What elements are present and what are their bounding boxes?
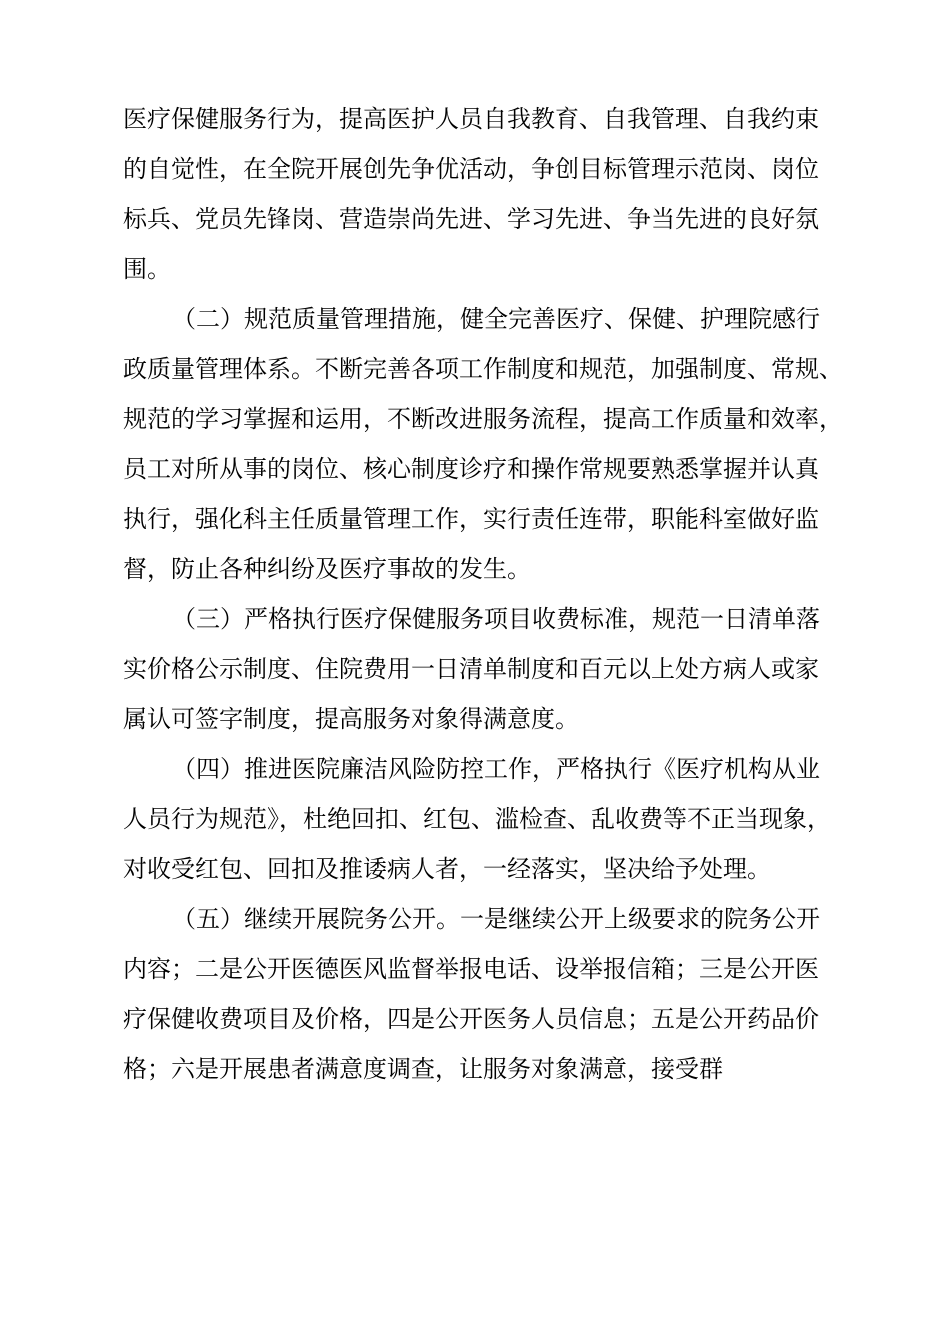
text-line: 属认可签字制度，提高服务对象得满意度。 — [123, 705, 579, 733]
text-line: 标兵、党员先锋岗、营造崇尚先进、学习先进、争当先进的良好氛 — [123, 205, 819, 233]
text-line: 的自觉性，在全院开展创先争优活动，争创目标管理示范岗、岗位 — [123, 155, 819, 183]
paragraph-4-heading: （四）推进医院廉洁风险防控工作，严格执行《医疗机构从业 — [172, 755, 820, 783]
text-line: 格；六是开展患者满意度调查，让服务对象满意，接受群 — [123, 1055, 723, 1083]
text-line: 实价格公示制度、住院费用一日清单制度和百元以上处方病人或家 — [123, 655, 819, 683]
text-line: 疗保健收费项目及价格，四是公开医务人员信息；五是公开药品价 — [123, 1005, 819, 1033]
text-line: 人员行为规范》，杜绝回扣、红包、滥检查、乱收费等不正当现象， — [123, 805, 831, 833]
text-line: 规范的学习掌握和运用，不断改进服务流程，提高工作质量和效率， — [123, 405, 843, 433]
paragraph-5-heading: （五）继续开展院务公开。一是继续公开上级要求的院务公开 — [172, 905, 820, 933]
text-line: 围。 — [123, 255, 171, 283]
text-line: 医疗保健服务行为，提高医护人员自我教育、自我管理、自我约束 — [123, 105, 819, 133]
text-line: 政质量管理体系。不断完善各项工作制度和规范，加强制度、常规、 — [123, 355, 843, 383]
text-line: 执行，强化科主任质量管理工作，实行责任连带，职能科室做好监 — [123, 505, 819, 533]
text-line: 内容；二是公开医德医风监督举报电话、设举报信箱；三是公开医 — [123, 955, 819, 983]
paragraph-3-heading: （三）严格执行医疗保健服务项目收费标准，规范一日清单落 — [172, 605, 820, 633]
paragraph-2-heading: （二）规范质量管理措施，健全完善医疗、保健、护理院感行 — [172, 305, 820, 333]
text-line: 对收受红包、回扣及推诿病人者，一经落实，坚决给予处理。 — [123, 855, 771, 883]
text-line: 员工对所从事的岗位、核心制度诊疗和操作常规要熟悉掌握并认真 — [123, 455, 819, 483]
text-line: 督，防止各种纠纷及医疗事故的发生。 — [123, 555, 531, 583]
